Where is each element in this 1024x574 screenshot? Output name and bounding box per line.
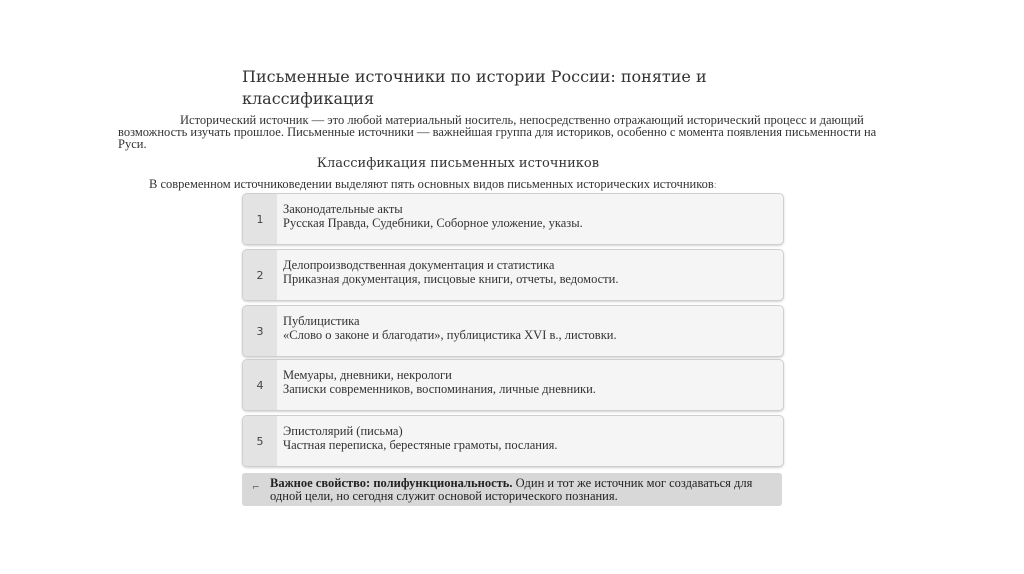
source-item-1 [242, 193, 784, 245]
item-number: 2 [243, 250, 277, 300]
item-text: Приказная документация, писцовые книги, отчеты, ведомости. [283, 272, 619, 286]
note-body: Один и тот же источник мог создаваться для одной цели, но сегодня служит основой исторического познания. [270, 476, 753, 503]
intro-paragraph [118, 114, 878, 150]
item-number: 5 [243, 416, 277, 466]
item-text: Частная переписка, берестяные грамоты, послания. [283, 438, 558, 452]
source-item-3 [242, 305, 784, 357]
item-number: 3 [243, 306, 277, 356]
item-body [283, 314, 777, 342]
item-heading: Делопроизводственная документация и статистика [283, 258, 555, 272]
note-text [270, 477, 772, 502]
intro-text: Исторический источник — это любой материальный носитель, непосредственно отражающий исторический процесс и дающий возможность изучать прошлое. Письменные источники — важнейшая группа для историков, особенно с момента появления письменности на Руси. [118, 113, 877, 151]
lead-text [149, 177, 717, 192]
item-text: Русская Правда, Судебники, Соборное уложение, указы. [283, 216, 583, 230]
lead-colon: : [713, 180, 717, 191]
item-body [283, 202, 777, 230]
source-item-4 [242, 359, 784, 411]
lead-sentence: В современном источниковедении выделяют пять основных видов письменных исторических источников [149, 177, 714, 191]
note-bold: Важное свойство: полифункциональность. [270, 476, 513, 490]
item-text: «Слово о законе и благодати», публицистика XVI в., листовки. [283, 328, 617, 342]
section-subtitle: Классификация письменных источников [316, 156, 600, 171]
item-heading: Мемуары, дневники, некрологи [283, 368, 452, 382]
item-heading: Законодательные акты [283, 202, 403, 216]
item-number: 1 [243, 194, 277, 244]
item-body [283, 258, 777, 286]
item-heading: Эпистолярий (письма) [283, 424, 403, 438]
item-body [283, 424, 777, 452]
source-item-5 [242, 415, 784, 467]
key-property-note [242, 473, 782, 506]
item-body [283, 368, 777, 396]
source-item-2 [242, 249, 784, 301]
item-text: Записки современников, воспоминания, личные дневники. [283, 382, 596, 396]
item-number: 4 [243, 360, 277, 410]
note-icon: ⌐ [252, 483, 260, 493]
page-title: Письменные источники по истории России: понятие и классификация [242, 67, 707, 108]
item-heading: Публицистика [283, 314, 360, 328]
